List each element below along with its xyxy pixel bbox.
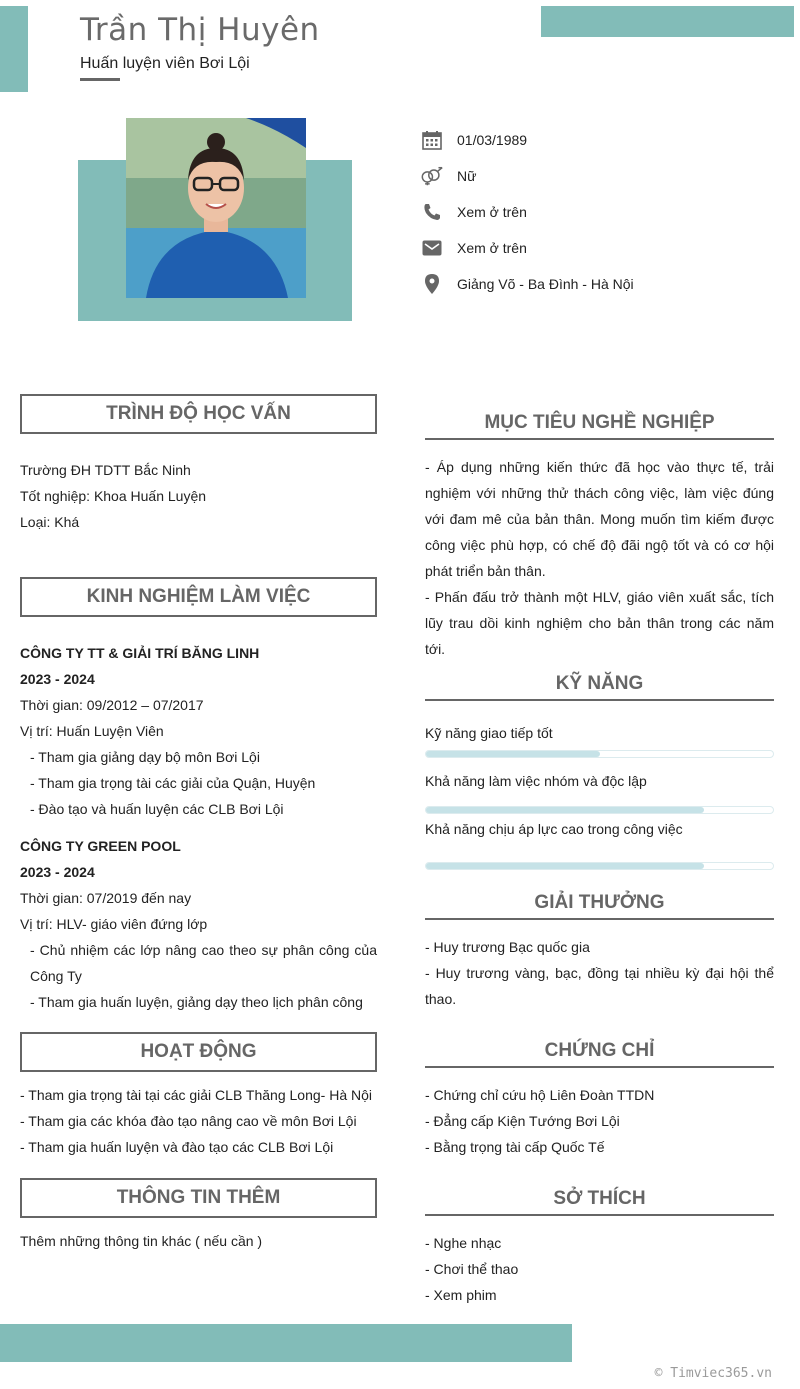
skill-bar-fill (426, 807, 704, 813)
hobby-line: - Chơi thể thao (425, 1261, 519, 1277)
education-heading: TRÌNH ĐỘ HỌC VẤN (20, 394, 377, 434)
calendar-icon (420, 129, 444, 151)
education-line: Loại: Khá (20, 514, 80, 530)
job-duty: - Tham gia trọng tài các giải của Quận, Huyện (30, 775, 316, 791)
certificate-line: - Đẳng cấp Kiện Tướng Bơi Lội (425, 1113, 620, 1129)
hobbies-heading: SỞ THÍCH (425, 1188, 774, 1216)
award-line: - Huy trương vàng, bạc, đồng tại nhiều kỳ đại hội thể thao. (425, 965, 774, 1007)
job-duty: - Chủ nhiệm các lớp nâng cao theo sự phân công của Công Ty (30, 942, 377, 984)
skill-bar-fill (426, 863, 704, 869)
info-phone (420, 200, 527, 224)
job-time: Thời gian: 09/2012 – 07/2017 (20, 697, 204, 713)
avatar (126, 118, 306, 298)
award-line: - Huy trương Bạc quốc gia (425, 939, 590, 955)
job-duty: - Đào tạo và huấn luyện các CLB Bơi Lội (30, 801, 284, 817)
activity-line: - Tham gia huấn luyện và đào tạo các CLB Bơi Lội (20, 1139, 334, 1155)
skill-bar (425, 750, 774, 758)
education-line: Tốt nghiệp: Khoa Huấn Luyện (20, 488, 207, 504)
info-email (420, 236, 527, 260)
certificate-line: - Bằng trọng tài cấp Quốc Tế (425, 1139, 605, 1155)
skill-bar (425, 862, 774, 870)
objective-body (425, 454, 774, 662)
address-value: Giảng Võ - Ba Đình - Hà Nội (457, 276, 634, 292)
certificates-heading: CHỨNG CHỈ (425, 1040, 774, 1068)
experience-job-2 (20, 833, 377, 1015)
info-birthday (420, 128, 527, 152)
company-name: CÔNG TY TT & GIẢI TRÍ BĂNG LINH (20, 645, 260, 661)
email-value: Xem ở trên (457, 240, 527, 256)
job-duty: - Tham gia huấn luyện, giảng dạy theo lịch phân công (30, 994, 363, 1010)
company-name: CÔNG TY GREEN POOL (20, 838, 181, 854)
experience-job-1 (20, 640, 377, 822)
envelope-icon (420, 237, 444, 259)
objective-paragraph: - Áp dụng những kiến thức đã học vào thực tế, trải nghiệm với những thử thách công việc, làm việc đúng với đam mê của bản thân. Mong muốn tìm kiếm được công việc phù hợp, có chế độ đãi ngộ tốt và có cơ hội phát triển bản thân. (425, 459, 774, 579)
objective-paragraph: - Phấn đấu trở thành một HLV, giáo viên xuất sắc, tích lũy trau dồi kinh nghiệm cho bản thân trong các năm tới. (425, 589, 774, 657)
candidate-name: Trần Thị Huyên (80, 12, 320, 48)
footer-band (0, 1324, 572, 1362)
gender-icon (420, 165, 444, 187)
objective-heading: MỤC TIÊU NGHỀ NGHIỆP (425, 412, 774, 440)
skill-label: Kỹ năng giao tiếp tốt (425, 725, 553, 741)
job-position: Vị trí: HLV- giáo viên đứng lớp (20, 916, 208, 932)
more-info-body: Thêm những thông tin khác ( nếu cần ) (20, 1233, 263, 1249)
info-address (420, 272, 634, 296)
gender-value: Nữ (457, 168, 477, 184)
education-body (20, 457, 377, 535)
job-duty: - Tham gia giảng dạy bộ môn Bơi Lội (30, 749, 260, 765)
education-line: Trường ĐH TDTT Bắc Ninh (20, 462, 191, 478)
job-years: 2023 - 2024 (20, 671, 95, 687)
certificate-line: - Chứng chỉ cứu hộ Liên Đoàn TTDN (425, 1087, 655, 1103)
more-info-heading: THÔNG TIN THÊM (20, 1178, 377, 1218)
watermark: © Timviec365.vn (654, 1366, 772, 1381)
activities-body (20, 1082, 390, 1160)
location-pin-icon (420, 273, 444, 295)
phone-value: Xem ở trên (457, 204, 527, 220)
job-position: Vị trí: Huấn Luyện Viên (20, 723, 164, 739)
birthday-value: 01/03/1989 (457, 132, 528, 148)
hobby-line: - Xem phim (425, 1287, 497, 1303)
experience-heading: KINH NGHIỆM LÀM VIỆC (20, 577, 377, 617)
awards-heading: GIẢI THƯỞNG (425, 892, 774, 920)
job-title: Huấn luyện viên Bơi Lội (80, 55, 250, 72)
skill-bar (425, 806, 774, 814)
skill-label: Khả năng chịu áp lực cao trong công việc (425, 821, 683, 837)
corner-block-left (0, 6, 28, 92)
certificates-body (425, 1082, 774, 1160)
activities-heading: HOẠT ĐỘNG (20, 1032, 377, 1072)
skill-label: Khả năng làm việc nhóm và độc lập (425, 773, 647, 789)
info-gender (420, 164, 476, 188)
hobbies-body (425, 1230, 774, 1308)
title-underline (80, 78, 120, 81)
activity-line: - Tham gia các khóa đào tạo nâng cao về môn Bơi Lội (20, 1113, 357, 1129)
job-years: 2023 - 2024 (20, 864, 95, 880)
skill-bar-fill (426, 751, 600, 757)
hobby-line: - Nghe nhạc (425, 1235, 502, 1251)
job-time: Thời gian: 07/2019 đến nay (20, 890, 192, 906)
activity-line: - Tham gia trọng tài tại các giải CLB Thăng Long- Hà Nội (20, 1087, 373, 1103)
skills-heading: KỸ NĂNG (425, 673, 774, 701)
corner-block-right (541, 6, 794, 37)
phone-icon (420, 201, 444, 223)
awards-body (425, 934, 774, 1012)
